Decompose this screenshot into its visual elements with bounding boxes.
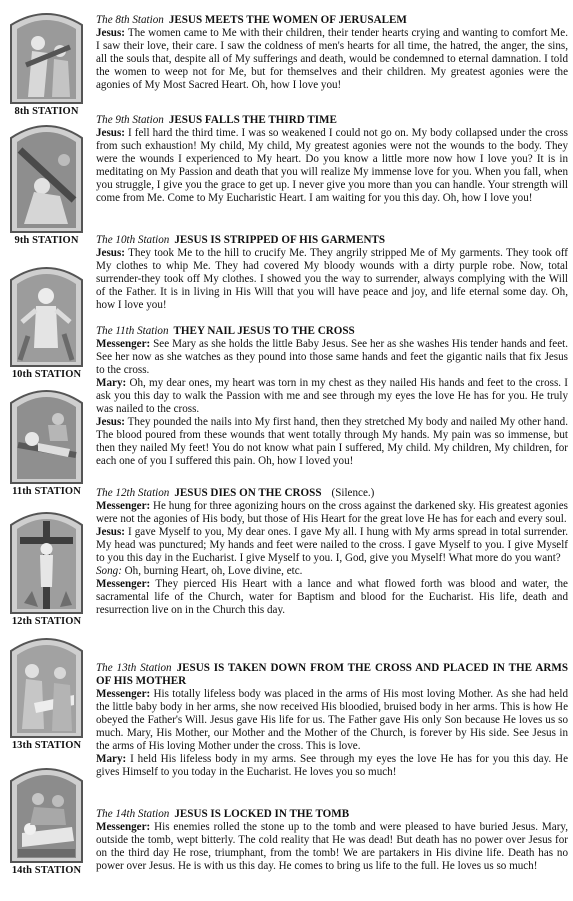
paragraph-text: See Mary as she holds the little Baby Jesus. See her as she washes His tender hands and feet. See her now as she watches as they pound into those same hands and feet the gigantic nails that fix Jesus to the cross. — [96, 337, 568, 376]
station-12-paragraph-song — [96, 565, 568, 578]
station-12-thumbnail — [8, 507, 85, 627]
station-12-paragraph-messenger-2 — [96, 578, 568, 617]
station-12-text — [96, 487, 568, 617]
station-11-text — [96, 325, 568, 467]
station-9-label: 9th STATION — [14, 235, 79, 246]
station-13-paragraph-messenger — [96, 688, 568, 753]
station-9-paragraph — [96, 127, 568, 205]
station-9-subtitle: The 9th Station — [96, 114, 164, 126]
paragraph-text: Oh, burning Heart, oh, Love divine, etc. — [124, 564, 303, 577]
station-14-text — [96, 808, 568, 873]
speaker-label: Jesus: — [96, 246, 125, 259]
paragraph-text: His enemies rolled the stone up to the tomb and were pleased to have buried Jesus. Mary, outside the tomb, wept bitterly. The cold reality that He was dead! But death has no power over Jesus for on the third day He rose, triumphant, from the tomb! We are partakers in His divine life. Death has no power over Jesus. He is with us this day. He comes to bring us life to the full. He loves us so much! — [96, 820, 568, 872]
station-14-paragraph-messenger — [96, 821, 568, 873]
station-9-title: JESUS FALLS THE THIRD TIME — [168, 114, 337, 126]
station-12-image — [8, 507, 85, 615]
station-14-label: 14th STATION — [11, 865, 82, 876]
station-12-label: 12th STATION — [11, 616, 82, 627]
station-10-label: 10th STATION — [11, 369, 82, 380]
station-8-paragraph — [96, 27, 568, 92]
speaker-label: Mary: — [96, 752, 127, 765]
station-10-paragraph — [96, 247, 568, 312]
station-10-text — [96, 234, 568, 312]
station-14-image — [8, 763, 85, 864]
speaker-label: Jesus: — [96, 126, 125, 139]
station-14-thumbnail — [8, 763, 85, 876]
station-8-label: 8th STATION — [14, 106, 79, 117]
station-8-image — [8, 9, 85, 105]
speaker-label: Jesus: — [96, 26, 125, 39]
station-8-subtitle: The 8th Station — [96, 14, 164, 26]
station-13-label: 13th STATION — [11, 740, 82, 751]
station-14-subtitle: The 14th Station — [96, 808, 170, 820]
paragraph-text: They took Me to the hill to crucify Me. They angrily stripped Me of My garments. They took off My clothes to whip Me. They had covered My bloody wounds with a dirty purple robe. Now, total surrender-they took off My clothes. I showed you the way to surrender, always complying with the Will of the Father. It is in living in His Will that you will have peace and joy, and life eternal some day. Oh, how I love you! — [96, 246, 568, 311]
station-11-title: THEY NAIL JESUS TO THE CROSS — [173, 325, 355, 337]
paragraph-text: He hung for three agonizing hours on the cross against the darkened sky. His greatest agonies were not the agonies of His body, but those of His Heart for the great love He has for each and every soul. — [96, 499, 568, 525]
speaker-label: Messenger: — [96, 499, 151, 512]
station-13-thumbnail — [8, 633, 85, 751]
paragraph-text: Oh, my dear ones, my heart was torn in my chest as they nailed His hands and feet to the cross. I ask you this day to walk the Passion with me and see through my eyes the love He has for you. He truly was nailed to the cross. — [96, 376, 568, 415]
speaker-label: Jesus: — [96, 525, 125, 538]
station-11-paragraph-jesus — [96, 416, 568, 468]
song-label: Song: — [96, 564, 122, 577]
station-9-image — [8, 120, 85, 234]
paragraph-text: I fell hard the third time. I was so weakened I could not go on. My body collapsed under the cross from such exhaustion! My child, My child, My greatest agonies were not the wounds to the body. They were the wounds I experienced to My heart. Do you know a little more now how I love you? It is in meditating on My Passion and death that you will realize My immense love for you. When you fall, when you struggle, I give you the grace to get up. I never give you more than you can handle. Your strength will come from Me. Come to My Eucharistic Heart. I am waiting for you this day. Oh, how I love you! — [96, 126, 568, 204]
station-14-heading — [96, 808, 568, 821]
station-11-label: 11th STATION — [12, 486, 81, 497]
paragraph-text: The women came to Me with their children, their tender hearts crying and wanting to comfort Me. I saw their love, their care. I saw the coldness of men's hearts for all time, the hatred, the anger, the sins, all the souls that, despite all of My sufferings and death, would be condemned to eternal damnation. I told the women to weep not for Me, but for themselves and their children. My greatest agonies were the agonies of My Most Sacred Heart. Oh, how I love you! — [96, 26, 568, 91]
speaker-label: Messenger: — [96, 337, 151, 350]
station-11-heading — [96, 325, 568, 338]
station-10-heading — [96, 234, 568, 247]
station-13-text — [96, 662, 568, 779]
paragraph-text: I gave Myself to you, My dear ones. I gave My all. I hung with My arms spread in total surrender. My head was punctured; My hands and feet were nailed to the cross. I gave Myself to you. I give Myself to you this day in the Eucharist. I give Myself to you. I, God, give you Myself! What more do you want? — [96, 525, 568, 564]
station-13-image — [8, 633, 85, 739]
station-9-thumbnail — [8, 120, 85, 246]
station-11-subtitle: The 11th Station — [96, 325, 169, 337]
station-12-note: (Silence.) — [331, 487, 375, 499]
station-13-heading — [96, 662, 568, 688]
station-13-paragraph-mary — [96, 753, 568, 779]
station-8-heading — [96, 14, 568, 27]
station-10-title: JESUS IS STRIPPED OF HIS GARMENTS — [174, 234, 386, 246]
station-11-image — [8, 385, 85, 485]
station-14-title: JESUS IS LOCKED IN THE TOMB — [174, 808, 350, 820]
station-12-subtitle: The 12th Station — [96, 487, 170, 499]
station-11-paragraph-messenger — [96, 338, 568, 377]
speaker-label: Jesus: — [96, 415, 125, 428]
speaker-label: Messenger: — [96, 687, 151, 700]
paragraph-text: His totally lifeless body was placed in the arms of His most loving Mother. As she had held the little baby body in her arms, she now received His bloodied, bruised body in her arms. This is how He obeyed the Father's Will. Jesus gave His life for us. The Father gave His only Son because He loves us so much. Mary, His Mother, our Mother and the Mother of the Church, is forever by His side. See Jesus in the arms of His loving Mother under the cross. This is love. — [96, 687, 568, 752]
paragraph-text: They pounded the nails into My first hand, then they stretched My body and nailed My other hand. The blood poured from these wounds that went totally through My hands. My pain was so immense, but then they nailed My feet! You do not know what pain I suffered, My child. My children, My children, for each one of you I suffered this pain. Oh, how I loved you! — [96, 415, 568, 467]
paragraph-text: They pierced His Heart with a lance and what flowed forth was blood and water, the sacramental life of the Church, water for Baptism and blood for the Eucharist. His life, death and resurrection live on in the Church this day. — [96, 577, 568, 616]
station-10-image — [8, 262, 85, 368]
speaker-label: Messenger: — [96, 577, 151, 590]
station-8-title: JESUS MEETS THE WOMEN OF JERUSALEM — [168, 14, 407, 26]
station-11-thumbnail — [8, 385, 85, 497]
station-12-title: JESUS DIES ON THE CROSS — [174, 487, 322, 499]
station-8-text — [96, 14, 568, 92]
station-10-thumbnail — [8, 262, 85, 380]
station-10-subtitle: The 10th Station — [96, 234, 170, 246]
station-9-text — [96, 114, 568, 205]
station-8-thumbnail — [8, 9, 85, 117]
station-12-heading — [96, 487, 568, 500]
speaker-label: Mary: — [96, 376, 127, 389]
speaker-label: Messenger: — [96, 820, 151, 833]
station-13-subtitle: The 13th Station — [96, 662, 172, 674]
station-9-heading — [96, 114, 568, 127]
paragraph-text: I held His lifeless body in my arms. See through my eyes the love He has for you this day. He gives Himself to you today in the Eucharist. He loves you so much! — [96, 752, 568, 778]
station-12-paragraph-messenger — [96, 500, 568, 526]
station-12-paragraph-jesus — [96, 526, 568, 565]
station-11-paragraph-mary — [96, 377, 568, 416]
station-13-title: JESUS IS TAKEN DOWN FROM THE CROSS AND PLACED IN THE ARMS OF HIS MOTHER — [96, 662, 568, 687]
